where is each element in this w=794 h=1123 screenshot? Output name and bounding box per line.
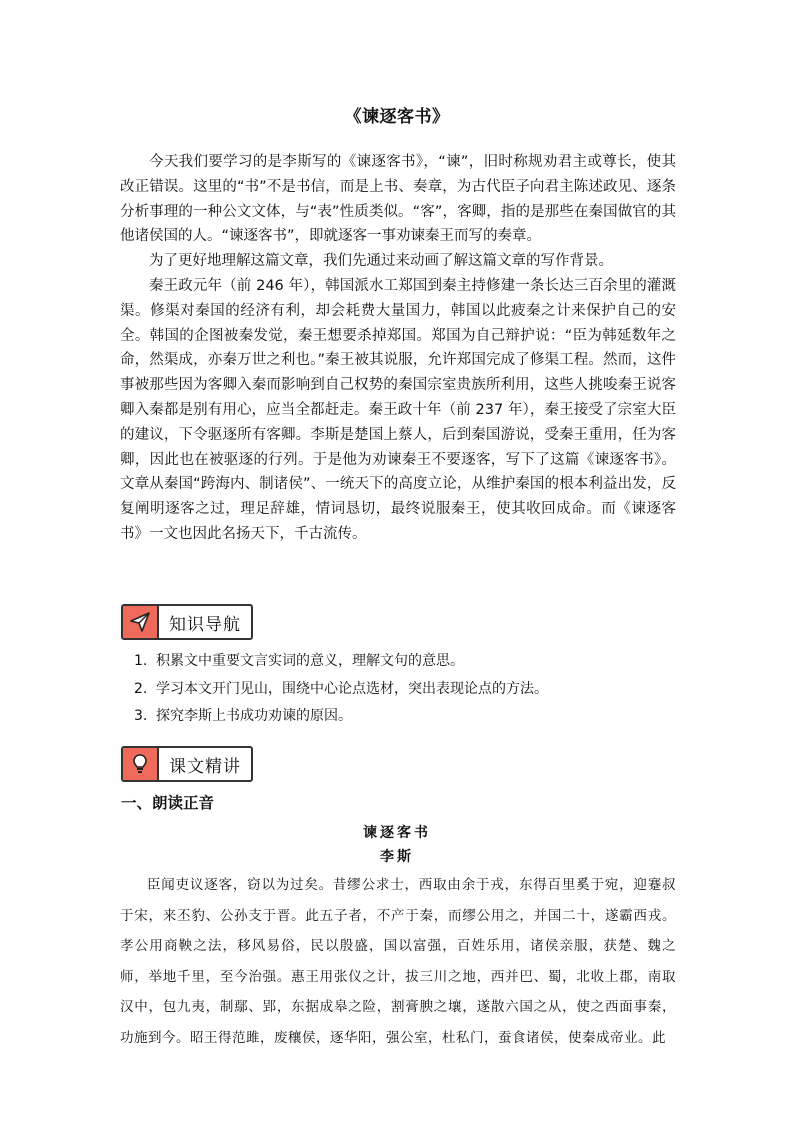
text-author: 李斯: [380, 849, 414, 865]
text-title: 谏逐客书: [363, 825, 431, 841]
intro-paragraph: 为了更好地理解这篇文章，我们先通过来动画了解这篇文章的写作背景。: [149, 253, 613, 270]
list-item: 2. 学习本文开门见山，围绕中心论点选材，突出表现论点的方法。: [134, 680, 548, 697]
intro-text: [120, 150, 676, 547]
learning-goals-list: [134, 648, 548, 731]
lightbulb-icon: [128, 752, 152, 776]
section-heading: 一、朗读正音: [121, 794, 215, 812]
badge-label: 课文精讲: [169, 756, 241, 777]
list-item: 3. 探究李斯上书成功劝谏的原因。: [134, 708, 352, 724]
document-title: 《谏逐客书》: [344, 107, 450, 127]
badge-label: 知识导航: [169, 614, 241, 635]
lecture-badge: [121, 746, 253, 782]
intro-paragraph: 今天我们要学习的是李斯写的《谏逐客书》，“谏”，旧时称规劝君主或尊长，使其改正错误。这里的“书”不是书信，而是上书、奏章，为古代臣子向君主陈述政见、逐条分析事理的一种公文文体，与“表”性质类似。“客”，客卿，指的是那些在秦国做官的其他诸侯国的人。“谏逐客书”，即就逐客一事劝谏秦王而写的奏章。: [120, 154, 676, 245]
intro-paragraph: 秦王政元年（前 246 年），韩国派水工郑国到秦主持修建一条长达三百余里的灌溉渠。修渠对秦国的经济有利，却会耗费大量国力，韩国以此疲秦之计来保护自己的安全。韩国的企图被秦发觉，秦王想要杀掉郑国。郑国为自己辩护说：“臣为韩延数年之命，然渠成，亦秦万世之利也。”秦王被其说服，允许郑国完成了修渠工程。然而，这件事被那些因为客卿入秦而影响到自己权势的秦国宗室贵族所利用，这些人挑唆秦王说客卿入秦都是别有用心，应当全都赶走。秦王政十年（前 237 年），秦王接受了宗室大臣的建议，下令驱逐所有客卿。李斯是楚国上蔡人，后到秦国游说，受秦王重用，任为客卿，因此也在被驱逐的行列。于是他为劝谏秦王不要逐客，写下了这篇《谏逐客书》。文章从秦国“跨海内、制诸侯”、一统天下的高度立论，从维护秦国的根本利益出发，反复阐明逐客之过，理足辞雄，情词恳切，最终说服秦王，使其收回成命。而《谏逐客书》一文也因此名扬天下，千古流传。: [120, 277, 676, 542]
knowledge-nav-badge: [121, 604, 253, 640]
paper-plane-icon: [128, 610, 152, 634]
badge-icon-box: [123, 748, 159, 780]
classical-text-body: 臣闻吏议逐客，窃以为过矣。昔缪公求士，西取由余于戎，东得百里奚于宛，迎蹇叔于宋，来丕豹、公孙支于晋。此五子者，不产于秦，而缪公用之，并国二十，遂霸西戎。孝公用商鞅之法，移风易俗，民以殷盛，国以富强，百姓乐用，诸侯亲服，获楚、魏之师，举地千里，至今治强。惠王用张仪之计，拔三川之地，西并巴、蜀，北收上郡，南取汉中，包九夷，制鄢、郢，东据成皋之险，割膏腴之壤，遂散六国之从，使之西面事秦，功施到今。昭王得范雎，废穰侯，逐华阳，强公室，杜私门，蚕食诸侯，使秦成帝业。此: [120, 877, 676, 1046]
list-item: 1. 积累文中重要文言实词的意义，理解文句的意思。: [134, 653, 464, 669]
badge-icon-box: [123, 606, 159, 638]
